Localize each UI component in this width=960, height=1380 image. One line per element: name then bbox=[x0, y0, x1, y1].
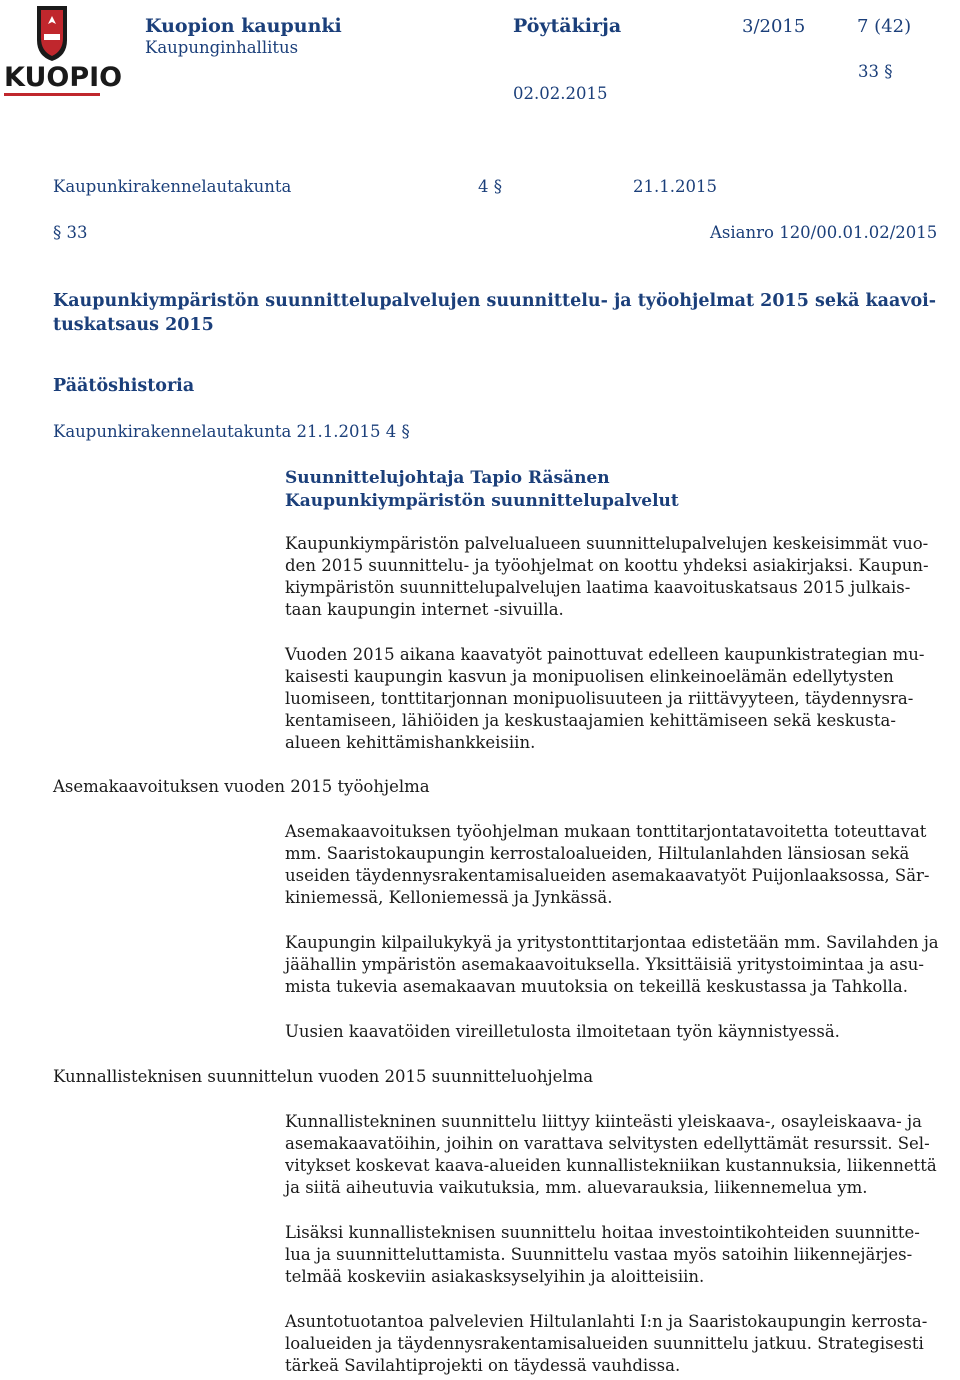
paragraph-new-works bbox=[285, 1021, 960, 1043]
paragraph-housing bbox=[285, 1311, 960, 1377]
text-line: Asemakaavoituksen työohjelman mukaan tonttitarjontatavoitetta toteuttavat bbox=[285, 822, 927, 841]
history-entry: Kaupunkirakennelautakunta 21.1.2015 4 § bbox=[53, 422, 410, 441]
presenter-unit: Kaupunkiympäristön suunnittelupalvelut bbox=[285, 491, 679, 511]
presenter-name: Suunnittelujohtaja Tapio Räsänen bbox=[285, 468, 610, 488]
text-line: kentamiseen, lähiöiden ja keskustaajamien kehittämiseen sekä keskusta- bbox=[285, 711, 896, 730]
text-line: Uusien kaavatöiden vireilletulosta ilmoitetaan työn käynnistyessä. bbox=[285, 1022, 840, 1041]
text-line: kaisesti kaupungin kasvun ja monipuolisen elinkeinoelämän edellytysten bbox=[285, 667, 894, 686]
kuopio-logo bbox=[4, 4, 123, 96]
text-line: kiympäristön suunnittelupalvelujen laatima kaavoituskatsaus 2015 julkais- bbox=[285, 578, 911, 597]
paragraph-zoning bbox=[285, 821, 960, 909]
text-line: mista tukevia asemakaavan muutoksia on tekeillä keskustassa ja Tahkolla. bbox=[285, 977, 908, 996]
text-line: loalueiden ja täydennysrakentamisalueiden suunnittelu jatkuu. Strategisesti bbox=[285, 1334, 924, 1353]
paragraph-infrastructure bbox=[285, 1111, 960, 1199]
committee-name: Kaupunkirakennelautakunta bbox=[53, 177, 292, 196]
committee-section: 4 § bbox=[478, 177, 502, 196]
paragraph-investments bbox=[285, 1222, 960, 1288]
logo-text: KUOPIO bbox=[4, 62, 123, 93]
document-title bbox=[53, 289, 953, 337]
text-line: vitykset koskevat kaava-alueiden kunnallistekniikan kustannuksia, liikennettä bbox=[285, 1156, 937, 1175]
text-line: lua ja suunnitteluttamista. Suunnittelu vastaa myös satoihin liikennejärjes- bbox=[285, 1245, 913, 1264]
document-number: 3/2015 bbox=[742, 16, 806, 37]
section-heading-zoning: Asemakaavoituksen vuoden 2015 työohjelma bbox=[53, 777, 430, 796]
text-line: den 2015 suunnittelu- ja työohjelmat on koottu yhdeksi asiakirjaksi. Kaupun- bbox=[285, 556, 929, 575]
title-line: Kaupunkiympäristön suunnittelupalvelujen suunnittelu- ja työohjelmat 2015 sekä kaavoi- bbox=[53, 291, 937, 311]
title-line: tuskatsaus 2015 bbox=[53, 315, 214, 335]
page-number: 7 (42) bbox=[857, 16, 912, 37]
text-line: Kunnallistekninen suunnittelu liittyy kiinteästi yleiskaava-, osayleiskaava- ja bbox=[285, 1112, 922, 1131]
committee-date: 21.1.2015 bbox=[633, 177, 717, 196]
text-line: mm. Saaristokaupungin kerrostaloalueiden, Hiltulanlahden länsiosan sekä bbox=[285, 844, 910, 863]
text-line: ja siitä aiheutuvia vaikutuksia, mm. aluevarauksia, liikennemelua ym. bbox=[285, 1178, 868, 1197]
section-number: § 33 bbox=[53, 223, 88, 242]
meeting-date: 02.02.2015 bbox=[513, 84, 608, 103]
section-heading-infrastructure: Kunnallisteknisen suunnittelun vuoden 2015 suunnitteluohjelma bbox=[53, 1067, 594, 1086]
paragraph-competitiveness bbox=[285, 932, 960, 998]
paragraph-intro bbox=[285, 533, 960, 621]
text-line: taan kaupungin internet -sivuilla. bbox=[285, 600, 564, 619]
text-line: tärkeä Savilahtiprojekti on täydessä vauhdissa. bbox=[285, 1356, 681, 1375]
text-line: Lisäksi kunnallisteknisen suunnittelu hoitaa investointikohteiden suunnitte- bbox=[285, 1223, 920, 1242]
document-type: Pöytäkirja bbox=[513, 15, 622, 37]
text-line: alueen kehittämishankkeisiin. bbox=[285, 733, 536, 752]
text-line: Kaupungin kilpailukykyä ja yritystonttitarjontaa edistetään mm. Savilahden ja bbox=[285, 933, 939, 952]
text-line: asemakaavatöihin, joihin on varattava selvitysten edellyttämät resurssit. Sel- bbox=[285, 1134, 930, 1153]
text-line: kiniemessä, Kelloniemessä ja Jynkässä. bbox=[285, 888, 613, 907]
header-section: 33 § bbox=[858, 62, 893, 81]
text-line: luomiseen, tonttitarjonnan monipuolisuuteen ja riittävyyteen, täydennysra- bbox=[285, 689, 914, 708]
text-line: telmää koskeviin asiakasksyselyihin ja aloitteisiin. bbox=[285, 1267, 705, 1286]
text-line: Asuntotuotantoa palvelevien Hiltulanlahti I:n ja Saaristokaupungin kerrosta- bbox=[285, 1312, 928, 1331]
presenter-block bbox=[285, 467, 679, 513]
logo-underline bbox=[4, 93, 100, 96]
coat-of-arms-icon bbox=[4, 4, 100, 62]
text-line: Vuoden 2015 aikana kaavatyöt painottuvat edelleen kaupunkistrategian mu- bbox=[285, 645, 925, 664]
text-line: Kaupunkiympäristön palvelualueen suunnittelupalvelujen keskeisimmät vuo- bbox=[285, 534, 929, 553]
paragraph-priorities bbox=[285, 644, 960, 754]
case-number: Asianro 120/00.01.02/2015 bbox=[710, 223, 938, 242]
governing-body: Kaupunginhallitus bbox=[145, 38, 299, 57]
history-heading: Päätöshistoria bbox=[53, 376, 195, 396]
text-line: jäähallin ympäristön asemakaavoituksella. Yksittäisiä yritystoimintaa ja asu- bbox=[285, 955, 924, 974]
organization-name: Kuopion kaupunki bbox=[145, 15, 342, 37]
text-line: useiden täydennysrakentamisalueiden asemakaavatyöt Puijonlaaksossa, Sär- bbox=[285, 866, 930, 885]
